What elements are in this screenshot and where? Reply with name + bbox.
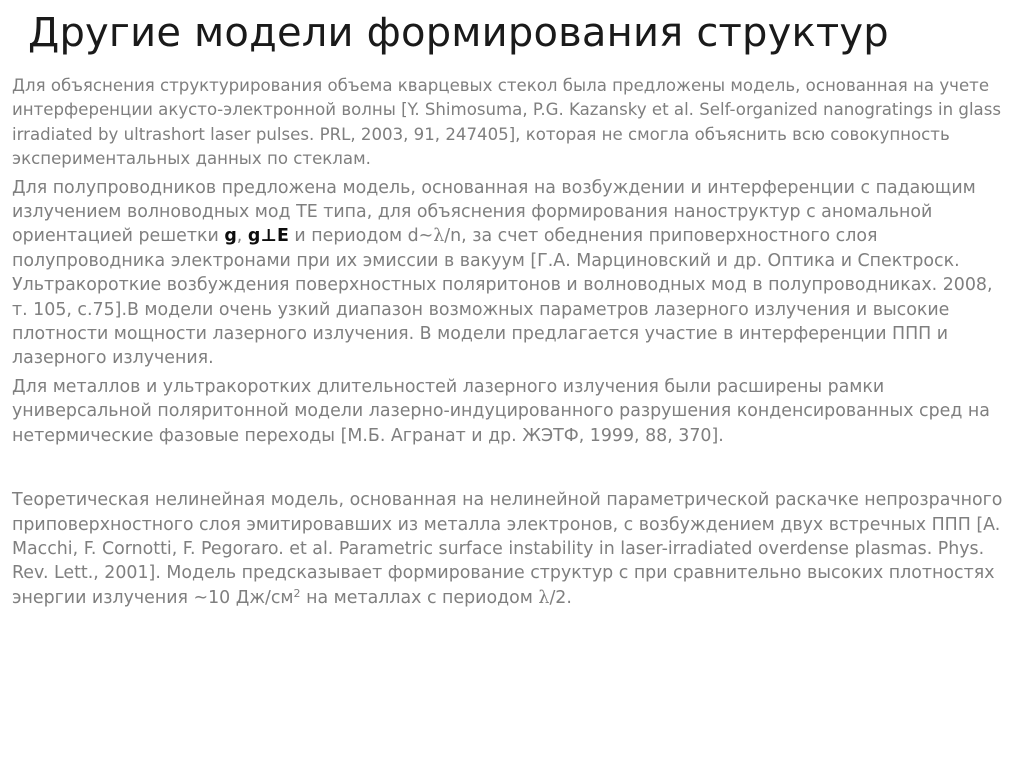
semiconductors-text-d: /n, за счет обеднения приповерхностного слоя полупроводника электронами при их эмиссии в вакуум [Г.А. Марциновский и др. Оптика и Спектроск. Ультракороткие возбуждения поверхностных поляритонов и волноводных мод в полупроводниках. 2008, т. 105, с.75].В модели очень узкий диапазон возможных параметров лазерного излучения и высокие плотности мощности лазерного излучения. В модели предлагается участие в интерференции ППП и лазерного излучения. bbox=[12, 226, 993, 369]
perpendicular-symbol: ⊥ bbox=[260, 226, 277, 247]
paragraph-metals: Для металлов и ультракоротких длительностей лазерного излучения были расширены рамки универсальной поляритонной модели лазерно-индуцированного разрушения конденсированных сред на нетермические фазовые переходы [М.Б. Агранат и др. ЖЭТФ, 1999, 88, 370]. bbox=[12, 376, 990, 446]
nonlinear-text-c: /2. bbox=[549, 587, 572, 608]
lambda-symbol: λ bbox=[433, 226, 445, 247]
slide-title: Другие модели формирования структур bbox=[28, 10, 889, 56]
superscript-two: 2 bbox=[293, 586, 301, 600]
paragraph-semiconductors bbox=[12, 176, 1010, 371]
semiconductors-text-b: , bbox=[236, 226, 248, 247]
lambda-symbol-second: λ bbox=[538, 587, 550, 608]
nonlinear-text-b: на металлах с периодом bbox=[300, 587, 539, 608]
paragraph-nonlinear-model bbox=[12, 488, 1010, 610]
semiconductors-text-c: и периодом d~ bbox=[288, 226, 434, 247]
semiconductors-text-a: Для полупроводников предложена модель, основанная на возбуждении и интерференции с падающим излучением волноводных мод ТЕ типа, для объяснения формирования наноструктур с аномальной ориентацией решетки bbox=[12, 177, 976, 247]
nonlinear-text-a: Теоретическая нелинейная модель, основанная на нелинейной параметрической раскачке непрозрачного приповерхностного слоя эмитировавших из металла электронов, с возбуждением двух встречных ППП [A. Macchi, F. Cornotti, F. Pegoraro. et al. Parametric surface instability in laser-irradiated overdense plasmas. Phys. Rev. Lett., 2001]. Модель предсказывает формирование структур с при сравнительно высоких плотностях энергии излучения ~10 Дж/см bbox=[12, 490, 1003, 608]
paragraph-gap bbox=[12, 448, 1010, 488]
field-vector-e: E bbox=[277, 226, 289, 247]
slide-body bbox=[12, 74, 1010, 610]
grating-vector-g: g bbox=[224, 226, 237, 247]
paragraph-quartz-glass: Для объяснения структурирования объема кварцевых стекол была предложены модель, основанная на учете интерференции акусто-электронной волны [Y. Shimosuma, P.G. Kazansky et al. Self-organized nanogratings in glass irradiated by ultrashort laser pulses. PRL, 2003, 91, 247405], которая не смогла объяснить всю совокупность экспериментальных данных по стеклам. bbox=[12, 76, 1002, 169]
grating-vector-g-second: g bbox=[247, 226, 261, 247]
